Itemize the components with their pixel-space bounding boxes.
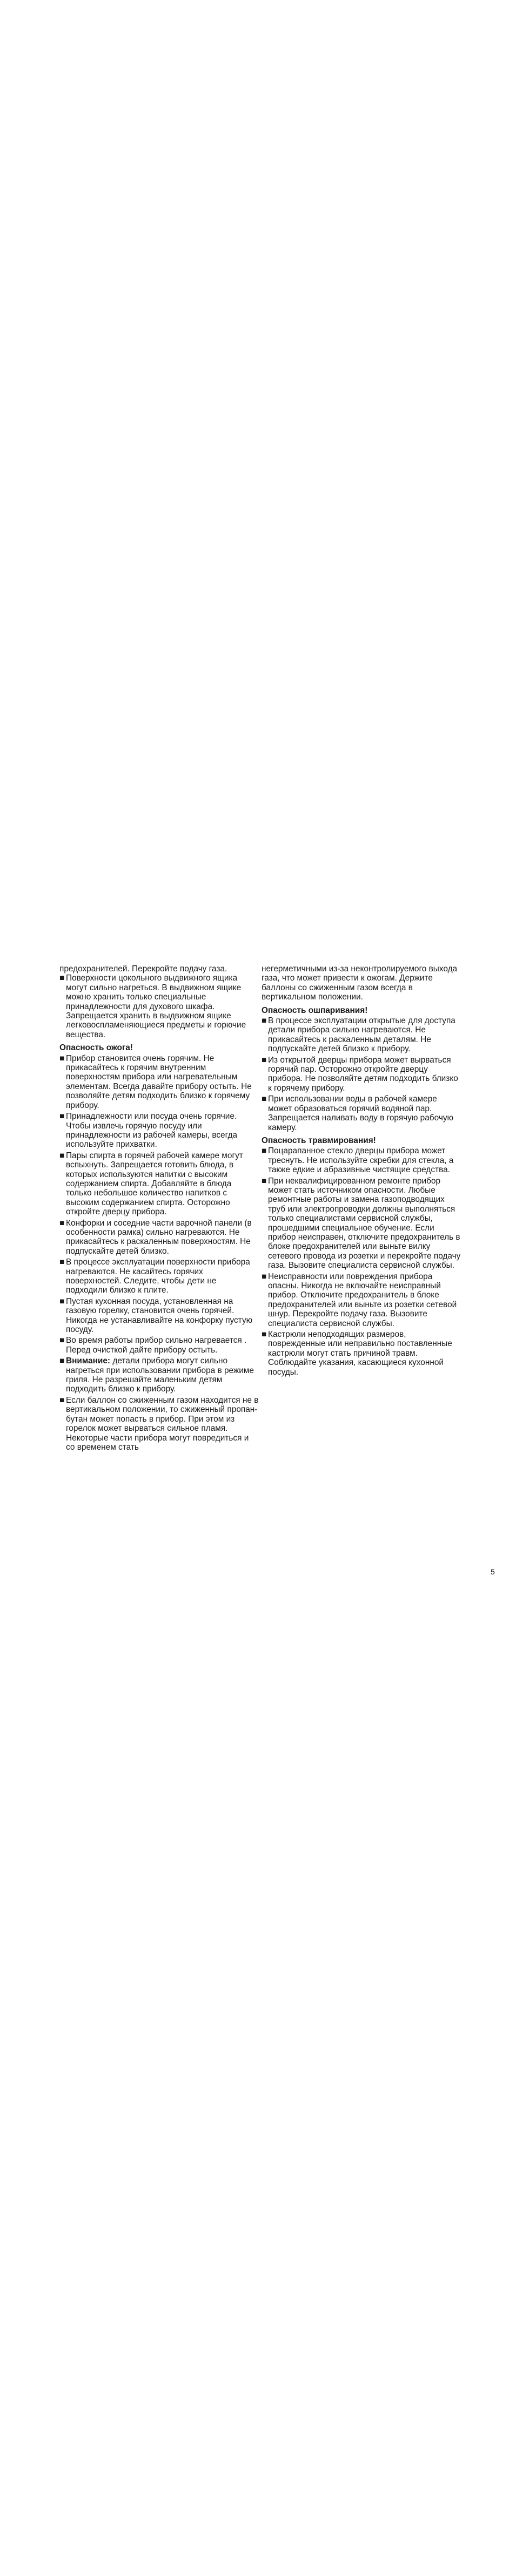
bullet-icon: ■ [59, 1356, 65, 1366]
list-item-text: Из открытой дверцы прибора может вырваться горячий пар. Осторожно откройте дверцу прибора. Не позволяйте детям подходить близко к горячему прибору. [268, 1055, 458, 1093]
left-column [59, 964, 259, 1453]
list-item-text: Пустая кухонная посуда, установленная на газовую горелку, становится очень горячей. Никогда не устанавливайте на конфорку пустую посуду. [66, 1296, 253, 1335]
bullet-icon: ■ [59, 1112, 65, 1121]
list-item [262, 1177, 461, 1270]
list-item [59, 1219, 259, 1256]
left-intro: предохранителей. Перекройте подачу газа. [59, 964, 227, 973]
list-item [262, 1146, 461, 1174]
list-item-text: При неквалифицированном ремонте прибор может стать источником опасности. Любые ремонтные работы и замена газоподводящих труб или электропроводки должны выполняться только специалистами сервисной службы, прошедшими специальное обучение. Если прибор неисправен, отключите предохранитель в блоке предохранителей или выньте вилку сетевого провода из розетки и перекройте подачу газа. Вызовите специалиста сервисной службы. [268, 1176, 461, 1270]
list-item [262, 1330, 461, 1377]
attention-text: детали прибора могут сильно нагреться при использовании прибора в режиме гриля. Не разрешайте маленьким детям подходить близко к прибору. [66, 1356, 254, 1394]
list-item-text: Если баллон со сжиженным газом находится не в вертикальном положении, то сжиженный пропан-бутан может попасть в прибор. При этом из горелок может вырваться сильное пламя. Некоторые части прибора могут повредиться и со временем стать [66, 1395, 259, 1452]
bullet-icon: ■ [59, 1336, 65, 1346]
list-item-text: Пары спирта в горячей рабочей камере могут вспыхнуть. Запрещается готовить блюда, в которых используются напитки с высоким содержанием спирта. Добавляйте в блюда только небольшое количество напитков с высоким содержанием спирта. Осторожно откройте дверцу прибора. [66, 1151, 243, 1217]
bullet-icon: ■ [262, 1146, 267, 1156]
list-item [262, 1016, 461, 1054]
bullet-icon: ■ [59, 1296, 65, 1306]
list-item-text: При использовании воды в рабочей камере может образоваться горячий водяной пар. Запрещается наливать воду в горячую рабочую камеру. [268, 1094, 454, 1132]
list-item [262, 1094, 461, 1132]
list-item [59, 1054, 259, 1110]
bullet-icon: ■ [262, 1330, 267, 1340]
list-item-text: Кастрюли неподходящих размеров, поврежденные или неправильно поставленные кастрюли могут стать причиной травм. Соблюдайте указания, касающиеся кухонной посуды. [268, 1330, 452, 1377]
bullet-icon: ■ [59, 973, 65, 983]
page-number: 5 [491, 1567, 495, 1576]
list-item [59, 973, 259, 1039]
right-intro: негерметичными из-за неконтролируемого выхода газа, что может привести к ожогам. Держите баллоны со сжиженным газом всегда в вертикальном положении. [262, 964, 458, 1002]
list-item [59, 1151, 259, 1217]
bullet-icon: ■ [262, 1272, 267, 1281]
right-column [262, 964, 461, 1378]
list-item [59, 1336, 259, 1355]
list-item [59, 1257, 259, 1295]
bullet-icon: ■ [262, 1176, 267, 1186]
bullet-icon: ■ [59, 1257, 65, 1267]
bullet-icon: ■ [262, 1094, 267, 1104]
list-item-text: Конфорки и соседние части варочной панели (в особенности рамка) сильно нагреваются. Не прикасайтесь к раскаленным поверхностям. Не подпускайте детей близко. [66, 1218, 252, 1256]
list-item-text: Поверхности цокольного выдвижного ящика могут сильно нагреться. В выдвижном ящике можно хранить только специальные принадлежности для духового шкафа. Запрещается хранить в выдвижном ящике легковоспламеняющиеся предметы и горючие вещества. [66, 973, 246, 1039]
list-item-text: Неисправности или повреждения прибора опасны. Никогда не включайте неисправный прибор. Отключите предохранитель в блоке предохранителей или выньте из розетки сетевой шнур. Перекройте подачу газа. Вызовите специалиста сервисной службы. [268, 1272, 457, 1328]
list-item [59, 1112, 259, 1150]
bullet-icon: ■ [59, 1151, 65, 1160]
list-item [59, 1297, 259, 1335]
bullet-icon: ■ [59, 1053, 65, 1063]
section-heading-scald: Опасность ошпаривания! [262, 1005, 368, 1015]
list-item-text: В процессе эксплуатации поверхности прибора нагреваются. Не касайтесь горячих поверхностей. Следите, чтобы дети не подходили близко к плите. [66, 1257, 250, 1295]
list-item-text: Во время работы прибор сильно нагревается . Перед очисткой дайте прибору остыть. [66, 1336, 247, 1355]
list-item [262, 1056, 461, 1093]
list-item [59, 1396, 259, 1452]
list-item [262, 1272, 461, 1328]
list-item-text: Принадлежности или посуда очень горячие. Чтобы извлечь горячую посуду или принадлежности из рабочей камеры, всегда используйте прихватки. [66, 1112, 238, 1150]
section-heading-injury: Опасность травмирования! [262, 1135, 376, 1145]
attention-label: Внимание: [66, 1356, 111, 1366]
list-item-attention [59, 1356, 259, 1394]
bullet-icon: ■ [262, 1016, 267, 1026]
bullet-icon: ■ [59, 1395, 65, 1405]
list-item-text: В процессе эксплуатации открытые для доступа детали прибора сильно нагреваются. Не прикасайтесь к раскаленным деталям. Не подпускайте детей близко к прибору. [268, 1016, 455, 1054]
bullet-icon: ■ [59, 1218, 65, 1228]
bullet-icon: ■ [262, 1055, 267, 1065]
list-item-text: Прибор становится очень горячим. Не прикасайтесь к горячим внутренним поверхностям прибора или нагревательным элементам. Всегда давайте прибору остыть. Не позволяйте детям подходить близко к горячему прибору. [66, 1053, 252, 1110]
section-heading-burn: Опасность ожога! [59, 1043, 133, 1053]
list-item-text: Поцарапанное стекло дверцы прибора может треснуть. Не используйте скребки для стекла, а также едкие и абразивные чистящие средства. [268, 1146, 454, 1175]
